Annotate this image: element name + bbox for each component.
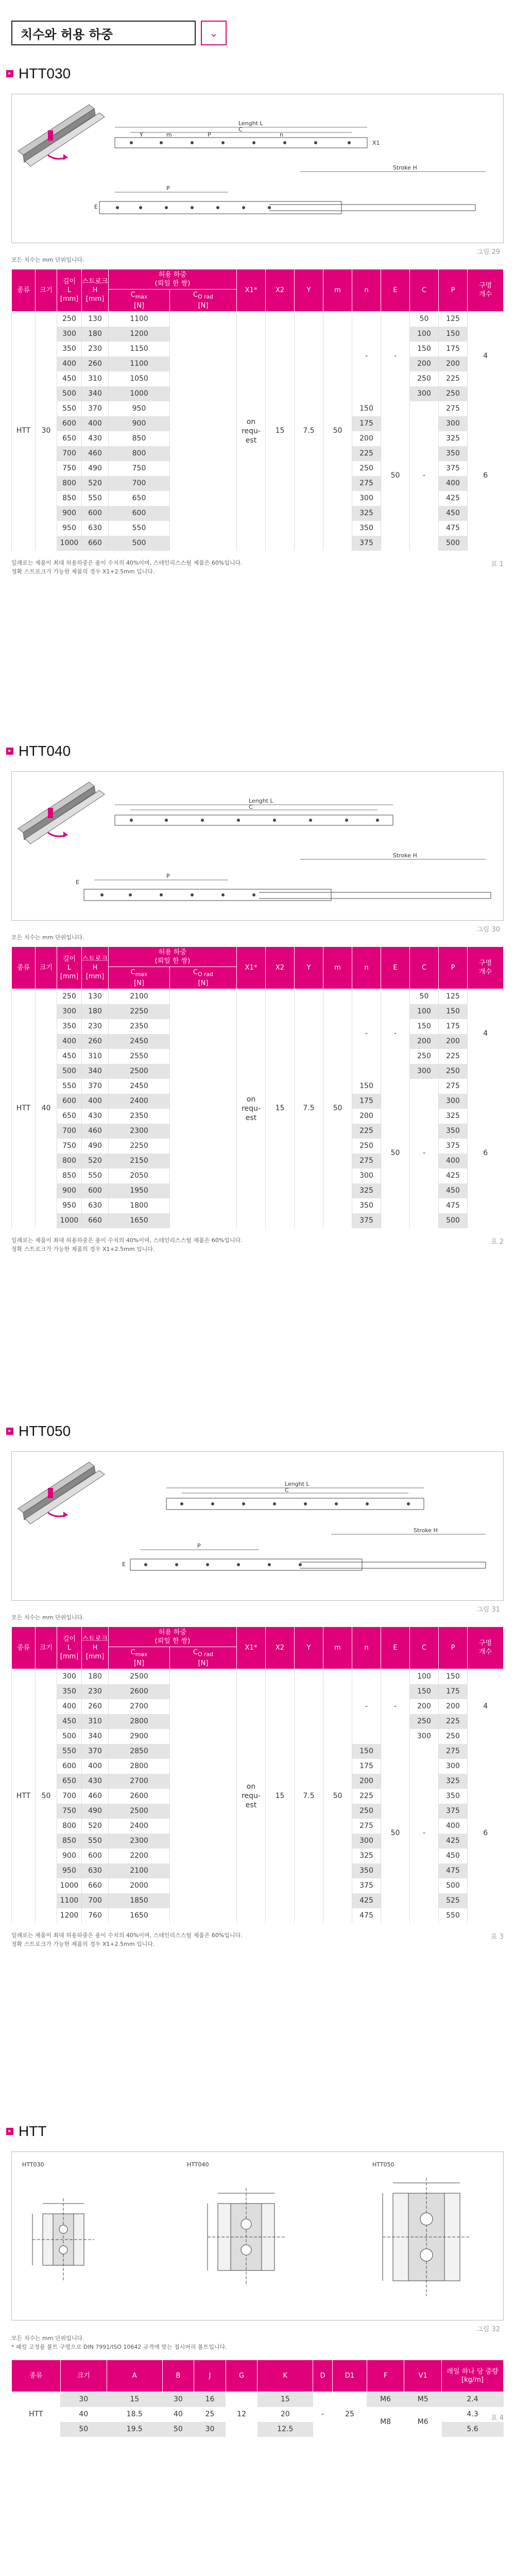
table-row: 650 430 2700 200 325 bbox=[12, 1774, 504, 1789]
dim-header: D1 bbox=[333, 2360, 367, 2392]
table-row: 950 630 2100 350 475 bbox=[12, 1863, 504, 1878]
table-row: 750 490 750 250 375 bbox=[12, 461, 504, 476]
rail-drawing bbox=[11, 94, 504, 256]
length-label: Lenght L bbox=[238, 120, 263, 127]
table-row: 1000 660 500 375 500 bbox=[12, 536, 504, 551]
header-length: 길이 L [mm] bbox=[57, 269, 82, 312]
section-heading: ▸ HTT040 bbox=[6, 744, 71, 758]
svg-text:C: C bbox=[238, 126, 243, 133]
header-load: 허용 하중 (뢰일 한 쌍) bbox=[109, 269, 237, 290]
table-row: 350 230 1150 150 175 bbox=[12, 342, 504, 357]
spec-table-htt050: 종류 크기 길이 L [mm] 스트로크 H [mm] 허용 하중 (뢰일 한 쌍) X1* X2 Y m n E C P 구멍 개수 $C_{max}$ [N] $C_{O rad}$ [N] HTT 50 300 180 2500 on requ- est 15 7.5 50 - - 100 150 4 350 230 2600 150 175 400 260 2700 200 200 450 310 2800 250 225 500 340 2900 300 250 550 370 2850 150 50 - 275 6 600 400 2800 175 300 650 430 2700 200 325 700 460 2600 225 350 750 490 2500 250 375 800 520 2400 275 400 850 550 2300 300 425 900 600 2200 325 450 950 630 2100 350 475 1000 660 2000 375 500 1100 700 1850 425 525 1200 760 1650 475 550 bbox=[11, 1626, 504, 1923]
dropdown-button[interactable] bbox=[201, 21, 227, 45]
dim-header: K bbox=[258, 2360, 313, 2392]
unit-note: 모든 치수는 mm 단위입니다. bbox=[11, 934, 84, 941]
table-row: 600 400 900 175 300 bbox=[12, 416, 504, 431]
dim-header: J bbox=[194, 2360, 226, 2392]
table-row: 950 630 550 350 475 bbox=[12, 521, 504, 536]
chevron-down-icon: ⌄ bbox=[209, 27, 218, 39]
unit-note: 모든 치수는 mm 단위입니다. bbox=[11, 1614, 84, 1621]
header-model: 종류 bbox=[12, 1627, 36, 1669]
header-length: 길이 L [mm] bbox=[57, 1627, 82, 1669]
table-row: HTT 50 300 180 2500 on requ- est 15 7.5 50 - - 100 150 4 bbox=[12, 1669, 504, 1684]
section-heading: ▸ HTT bbox=[6, 2125, 46, 2138]
bullet-icon: ▸ bbox=[6, 748, 13, 755]
cell-size: 40 bbox=[36, 989, 57, 1228]
header-load: 허용 하중 (뢰일 한 쌍) bbox=[109, 947, 237, 967]
table-row: 900 600 2200 325 450 bbox=[12, 1849, 504, 1863]
svg-text:HTT040: HTT040 bbox=[187, 2161, 209, 2168]
rail-3d-icon bbox=[18, 1462, 105, 1524]
table-row: HTT 30 15 30 16 12 15 - 25 M6 M5 2.4 bbox=[12, 2392, 504, 2408]
svg-text:C: C bbox=[285, 1487, 289, 1494]
table-number: 표 2 bbox=[491, 1238, 504, 1246]
header-size: 크기 bbox=[36, 269, 57, 312]
side-view-bottom bbox=[99, 172, 486, 214]
svg-text:P: P bbox=[166, 873, 170, 879]
svg-text:P: P bbox=[197, 1543, 201, 1549]
table-note: 일례로는 제품이 최대 허용하중은 용이 수치의 40%이며, 스테인리스스틸 제품은 60%입니다. 정확 스트로크가 가능한 제품의 경우 X1+2.5mm 입니다. bbox=[11, 560, 243, 575]
table-row: 450 310 2800 250 225 bbox=[12, 1714, 504, 1729]
table-row: 950 630 1800 350 475 bbox=[12, 1198, 504, 1213]
header-load: 허용 하중 (뢰일 한 쌍) bbox=[109, 1627, 237, 1647]
dimension-table bbox=[11, 2360, 504, 2437]
spec-table-htt030: 종류 크기 길이 L [mm] 스트로크 H [mm] 허용 하중 (뢰일 한 쌍) X1* X2 Y m n E C P 구멍 개수 $C_{max}$ [N] $C_{O rad}$ [N] HTT 30 250 130 1100 on requ- est 15 7.5 50 - - 50 125 4 300 180 1200 100 150 350 230 1150 150 175 400 260 1100 200 200 450 310 1050 250 225 500 340 1000 300 250 550 370 950 150 50 - 275 6 600 400 900 175 300 650 430 850 200 325 700 460 800 225 350 750 490 750 250 375 800 520 700 275 400 850 550 650 300 425 900 600 600 325 450 950 630 550 350 475 1000 660 500 375 500 bbox=[11, 269, 504, 551]
table-row: 750 490 2250 250 375 bbox=[12, 1139, 504, 1154]
header-holes: 구멍 개수 bbox=[468, 269, 504, 312]
figure-number: 그림 30 bbox=[476, 926, 500, 934]
table-row: 550 370 950 150 50 - 275 6 bbox=[12, 401, 504, 416]
svg-text:Lenght L: Lenght L bbox=[285, 1481, 310, 1487]
bullet-icon: ▸ bbox=[6, 1428, 13, 1435]
table-row: 50 19.5 50 30 12.5 5.6 bbox=[12, 2422, 504, 2437]
dim-header: A bbox=[107, 2360, 162, 2392]
dim-header: V1 bbox=[404, 2360, 442, 2392]
cross-sections bbox=[12, 2152, 504, 2321]
table-row: HTT 30 250 130 1100 on requ- est 15 7.5 50 - - 50 125 4 bbox=[12, 311, 504, 327]
table-row: 800 520 2400 275 400 bbox=[12, 1819, 504, 1834]
table-row: 800 520 700 275 400 bbox=[12, 476, 504, 491]
header-stroke: 스트로크 H [mm] bbox=[82, 269, 109, 312]
table-row: 550 370 2450 150 50 - 275 6 bbox=[12, 1079, 504, 1094]
svg-text:Stroke H: Stroke H bbox=[414, 1527, 438, 1534]
header-stroke: 스트로크 H [mm] bbox=[82, 1627, 109, 1669]
section-note: 모든 치수는 mm 단위입니다. * 패킹 고정용 볼트 구멍으로 DIN 7991/ISO 10642 규격에 맞는 접시머리 볼트입니다. bbox=[11, 2335, 227, 2350]
figure-number: 그림 32 bbox=[476, 2326, 500, 2333]
cell-size: 30 bbox=[36, 311, 57, 551]
rail-drawing bbox=[11, 1451, 504, 1614]
unit-note: 모든 치수는 mm 단위입니다. bbox=[11, 257, 84, 263]
technical-drawing bbox=[12, 94, 504, 244]
header-model: 종류 bbox=[12, 947, 36, 989]
dim-header: B bbox=[162, 2360, 194, 2392]
rail-3d-icon bbox=[18, 105, 105, 166]
table-row: 900 600 1950 325 450 bbox=[12, 1183, 504, 1198]
cell-size: 50 bbox=[36, 1669, 57, 1923]
table-row: 1000 660 2000 375 500 bbox=[12, 1878, 504, 1893]
table-row: 40 18.5 40 25 20 M8 M6 4.3 bbox=[79, 2410, 478, 2426]
technical-drawing bbox=[12, 1452, 504, 1601]
bullet-icon: ▸ bbox=[6, 70, 13, 77]
table-number: 표 3 bbox=[491, 1933, 504, 1941]
svg-text:E: E bbox=[122, 1561, 126, 1568]
svg-text:m: m bbox=[166, 131, 172, 138]
table-row: 850 550 2050 300 425 bbox=[12, 1168, 504, 1183]
svg-text:C: C bbox=[249, 804, 253, 810]
holes-top bbox=[130, 141, 351, 144]
svg-text:E: E bbox=[76, 879, 79, 886]
rail-drawing bbox=[11, 771, 504, 934]
svg-text:E: E bbox=[94, 204, 98, 210]
table-number: 표 4 bbox=[491, 2414, 504, 2422]
section-htt030-icon bbox=[32, 2198, 94, 2281]
technical-drawing bbox=[12, 772, 504, 921]
table-row: 700 460 2300 225 350 bbox=[12, 1124, 504, 1139]
header-model: 종류 bbox=[12, 269, 36, 312]
table-row: 1200 760 1650 475 550 bbox=[12, 1908, 504, 1923]
table-note: 일례로는 제품이 최대 허용하중은 용이 수치의 40%이며, 스테인리스스틸 제품은 60%입니다. 정확 스트로크가 가능한 제품의 경우 X1+2.5mm 입니다. bbox=[11, 1237, 243, 1252]
header-holes: 구멍 개수 bbox=[468, 947, 504, 989]
table-row: 450 310 2550 250 225 bbox=[12, 1049, 504, 1064]
stroke-label: Stroke H bbox=[393, 164, 417, 171]
table-note: 일례로는 제품이 최대 허용하중은 용이 수치의 40%이며, 스테인리스스틸 제품은 60%입니다. 정확 스트로크가 가능한 제품의 경우 X1+2.5mm 입니다. bbox=[11, 1932, 243, 1947]
table-row: 1100 700 1850 425 525 bbox=[12, 1893, 504, 1908]
header-size: 크기 bbox=[36, 947, 57, 989]
table-row: 700 460 2600 225 350 bbox=[12, 1789, 504, 1804]
table-row: 600 400 2400 175 300 bbox=[12, 1094, 504, 1109]
header-holes: 구멍 개수 bbox=[468, 1627, 504, 1669]
table-row: 850 550 2300 300 425 bbox=[12, 1834, 504, 1849]
rail-3d-icon bbox=[18, 782, 105, 844]
table-row: 350 230 2350 150 175 bbox=[12, 1019, 504, 1034]
table-row: 450 310 1050 250 225 bbox=[12, 371, 504, 386]
dim-header: 크기 bbox=[60, 2360, 107, 2392]
bullet-icon: ▸ bbox=[6, 2128, 13, 2135]
table-row: 800 520 2150 275 400 bbox=[12, 1154, 504, 1168]
header-size: 크기 bbox=[36, 1627, 57, 1669]
svg-text:Stroke H: Stroke H bbox=[393, 852, 417, 859]
section-heading: ▸ HTT050 bbox=[6, 1425, 71, 1438]
svg-text:HTT050: HTT050 bbox=[372, 2161, 394, 2168]
dim-header: D bbox=[313, 2360, 333, 2392]
section-htt050-icon bbox=[383, 2178, 470, 2296]
table-row: 700 460 800 225 350 bbox=[12, 446, 504, 461]
svg-text:X1: X1 bbox=[372, 140, 380, 146]
table-row: 850 550 650 300 425 bbox=[12, 491, 504, 506]
svg-text:HTT030: HTT030 bbox=[22, 2161, 44, 2168]
header-stroke: 스트로크 H [mm] bbox=[82, 947, 109, 989]
table-row: 600 400 2800 175 300 bbox=[12, 1759, 504, 1774]
cross-section-drawing bbox=[11, 2151, 504, 2333]
section-heading: ▸ HTT030 bbox=[6, 67, 71, 80]
svg-text:P: P bbox=[208, 131, 211, 138]
cell-model: HTT bbox=[12, 989, 36, 1228]
table-row: 650 430 850 200 325 bbox=[12, 431, 504, 446]
page-title: 치수와 허용 하중 bbox=[11, 21, 196, 45]
table-row: HTT 40 250 130 2100 on requ- est 15 7.5 50 - - 50 125 4 bbox=[12, 989, 504, 1004]
table-row: 500 340 2500 300 250 bbox=[12, 1064, 504, 1079]
svg-text:Lenght L: Lenght L bbox=[249, 798, 273, 804]
table-row: 900 600 600 325 450 bbox=[12, 506, 504, 521]
figure-number: 그림 31 bbox=[476, 1606, 500, 1614]
table-row: 1000 660 1650 375 500 bbox=[12, 1213, 504, 1228]
table-row: 550 370 2850 150 50 - 275 6 bbox=[12, 1744, 504, 1759]
svg-text:P: P bbox=[166, 185, 170, 192]
header-length: 길이 L [mm] bbox=[57, 947, 82, 989]
dim-header: 종류 bbox=[12, 2360, 61, 2392]
table-row: 650 430 2350 200 325 bbox=[12, 1109, 504, 1124]
table-row: 300 180 2250 100 150 bbox=[12, 1004, 504, 1019]
table-row: 750 490 2500 250 375 bbox=[12, 1804, 504, 1819]
table-row: 500 340 1000 300 250 bbox=[12, 386, 504, 401]
table-number: 표 1 bbox=[491, 561, 504, 568]
svg-text:n: n bbox=[280, 131, 283, 138]
dim-header: G bbox=[226, 2360, 258, 2392]
section-htt040-icon bbox=[208, 2188, 285, 2286]
table-row: 350 230 2600 150 175 bbox=[12, 1684, 504, 1699]
svg-text:Y: Y bbox=[140, 131, 143, 138]
table-row: 400 260 2450 200 200 bbox=[12, 1034, 504, 1049]
table-row: 300 180 1200 100 150 bbox=[12, 327, 504, 342]
figure-number: 그림 29 bbox=[476, 248, 500, 256]
dim-header: F bbox=[367, 2360, 404, 2392]
table-row: 400 260 1100 200 200 bbox=[12, 357, 504, 371]
table-row: 400 260 2700 200 200 bbox=[12, 1699, 504, 1714]
cell-model: HTT bbox=[12, 1669, 36, 1923]
dim-header-weight: 레일 하나 당 중량 [kg/m] bbox=[442, 2360, 504, 2392]
page-header bbox=[11, 21, 228, 45]
cell-model: HTT bbox=[12, 311, 36, 551]
spec-table-htt040: 종류 크기 길이 L [mm] 스트로크 H [mm] 허용 하중 (뢰일 한 쌍) X1* X2 Y m n E C P 구멍 개수 $C_{max}$ [N] $C_{O rad}$ [N] HTT 40 250 130 2100 on requ- est 15 7.5 50 - - 50 125 4 300 180 2250 100 150 350 230 2350 150 175 400 260 2450 200 200 450 310 2550 250 225 500 340 2500 300 250 550 370 2450 150 50 - 275 6 600 400 2400 175 300 650 430 2350 200 325 700 460 2300 225 350 750 490 2250 250 375 800 520 2150 275 400 850 550 2050 300 425 900 600 1950 325 450 950 630 1800 350 475 1000 660 1650 375 500 bbox=[11, 946, 504, 1228]
table-row: 500 340 2900 300 250 bbox=[12, 1729, 504, 1744]
